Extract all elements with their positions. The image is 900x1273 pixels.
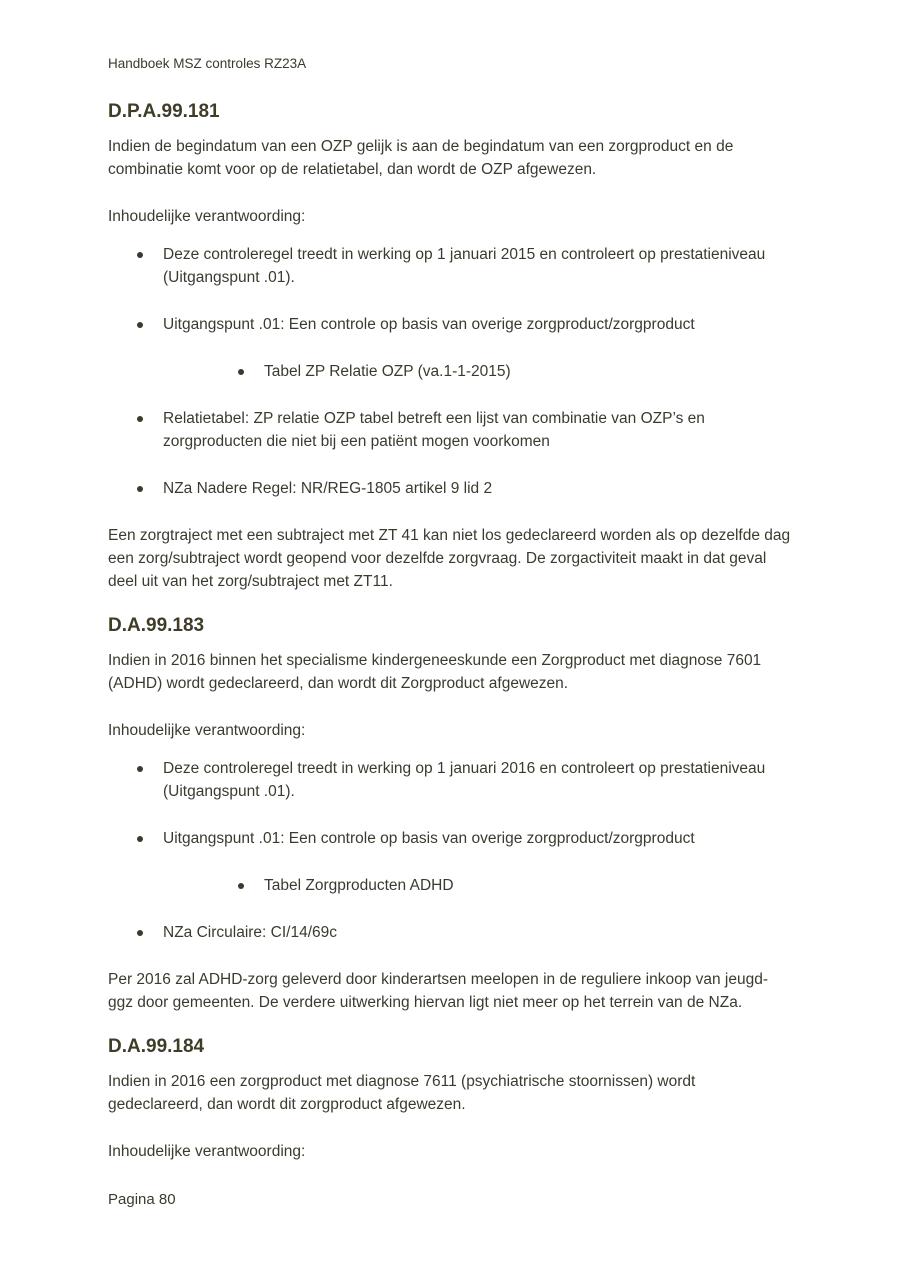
- bullet-text: Uitgangspunt .01: Een controle op basis van overige zorgproduct/zorgproduct: [163, 316, 695, 333]
- bullet-item: [108, 360, 792, 383]
- section-intro: Indien in 2016 binnen het specialisme kindergeneeskunde een Zorgproduct met diagnose 7601 (ADHD) wordt gedeclareerd, dan wordt dit Zorgproduct afgewezen.: [108, 652, 762, 692]
- bullet-item: [108, 243, 792, 289]
- bullet-text: Deze controleregel treedt in werking op 1 januari 2015 en controleert op prestatieniveau (Uitgangspunt .01).: [163, 246, 766, 286]
- bullet-dot-icon: [137, 836, 143, 842]
- bullet-item: [108, 757, 792, 803]
- bullet-item: [108, 313, 792, 336]
- bullet-text: Uitgangspunt .01: Een controle op basis van overige zorgproduct/zorgproduct: [163, 830, 695, 847]
- verantwoording-label: Inhoudelijke verantwoording:: [108, 1143, 306, 1160]
- section-note: Per 2016 zal ADHD-zorg geleverd door kinderartsen meelopen in de reguliere inkoop van jeugd-ggz door gemeenten. De verdere uitwerking hiervan ligt niet meer op het terrein van de NZa.: [108, 971, 768, 1011]
- bullet-dot-icon: [137, 930, 143, 936]
- bullet-item: [108, 477, 792, 500]
- bullet-item: [108, 407, 792, 453]
- bullet-dot-icon: [137, 486, 143, 492]
- section-heading: D.A.99.184: [108, 1036, 205, 1057]
- section-intro: Indien de begindatum van een OZP gelijk is aan de begindatum van een zorgproduct en de combinatie komt voor op de relatietabel, dan wordt de OZP afgewezen.: [108, 138, 734, 178]
- bullet-dot-icon: [137, 252, 143, 258]
- bullet-item: [108, 874, 792, 897]
- section-note: Een zorgtraject met een subtraject met ZT 41 kan niet los gedeclareerd worden als op dezelfde dag een zorg/subtraject wordt geopend voor dezelfde zorgvraag. De zorgactiviteit maakt in dat geval deel uit van het zorg/subtraject met ZT11.: [108, 527, 791, 590]
- bullet-dot-icon: [238, 369, 244, 375]
- verantwoording-label: Inhoudelijke verantwoording:: [108, 722, 306, 739]
- bullet-dot-icon: [238, 883, 244, 889]
- bullet-text: Deze controleregel treedt in werking op 1 januari 2016 en controleert op prestatieniveau (Uitgangspunt .01).: [163, 760, 766, 800]
- bullet-dot-icon: [137, 766, 143, 772]
- section-heading: D.A.99.183: [108, 615, 205, 636]
- section-intro: Indien in 2016 een zorgproduct met diagnose 7611 (psychiatrische stoornissen) wordt gedeclareerd, dan wordt dit zorgproduct afgewezen.: [108, 1073, 696, 1113]
- bullet-dot-icon: [137, 416, 143, 422]
- bullet-item: [108, 827, 792, 850]
- page-header: Handboek MSZ controles RZ23A: [108, 56, 307, 71]
- verantwoording-label: Inhoudelijke verantwoording:: [108, 208, 306, 225]
- bullet-dot-icon: [137, 322, 143, 328]
- bullet-text: Tabel ZP Relatie OZP (va.1-1-2015): [264, 363, 511, 380]
- bullet-text: NZa Circulaire: CI/14/69c: [163, 924, 338, 941]
- bullet-item: [108, 921, 792, 944]
- bullet-text: Relatietabel: ZP relatie OZP tabel betreft een lijst van combinatie van OZP’s en zorgproducten die niet bij een patiënt mogen voorkomen: [163, 410, 705, 450]
- bullet-text: NZa Nadere Regel: NR/REG-1805 artikel 9 lid 2: [163, 480, 493, 497]
- bullet-text: Tabel Zorgproducten ADHD: [264, 877, 454, 894]
- section-heading: D.P.A.99.181: [108, 101, 220, 122]
- page-footer: Pagina 80: [108, 1191, 176, 1208]
